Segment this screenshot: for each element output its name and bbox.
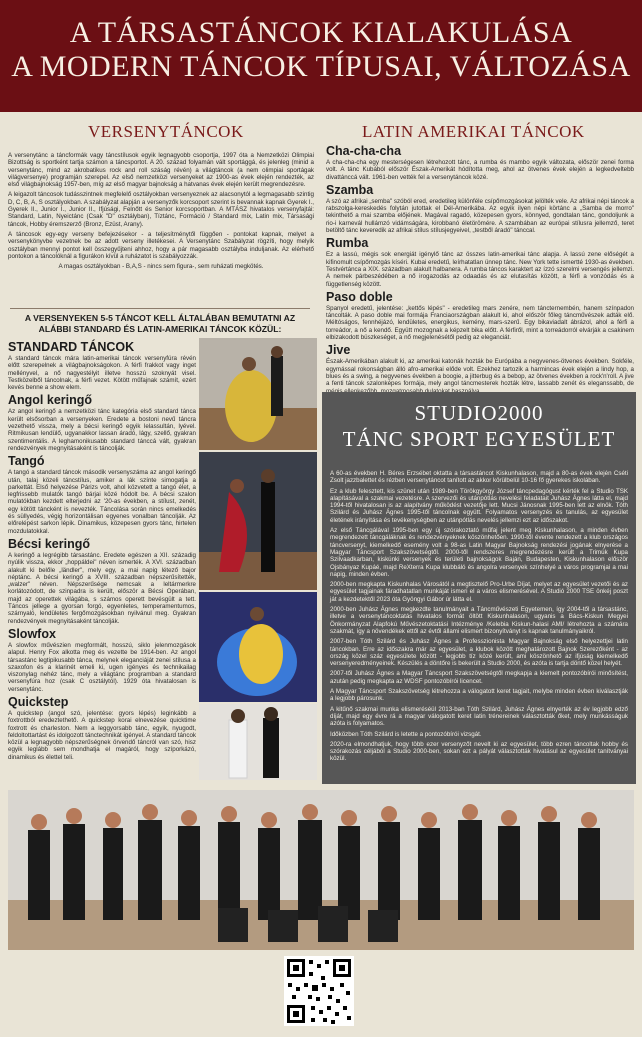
header-title-line-2: A MODERN TÁNCOK TÍPUSAI, VÁLTOZÁSA	[11, 50, 631, 83]
dance-text: A standard táncok mára latin-amerikai táncok versenyfúra révén előtt szerepelnek a világbajnokságokon. A férfi frakkot vagy inget mellényvel, a nő nagyestélyit illetve hosszú szoknyát visel. Testközelből táncolnak, a férfi vezet. Kötött műfajnak számít, ezért kevés benne a show elem.	[8, 355, 196, 392]
dance-text: A szó az afrikai „semba" szóból ered, eredetileg különféle csípőmozgásokat jelölték vele. Az afrikai népi táncok a rabszolga-kereskedés folytán jutottak el Dél-Amerikába. Az egyik ilyen népi körtánc a „Samba de morro" tekinthető a mai szamba előjének. Magával ragadó, közepesen gyors, könnyed, gondtalan tánc, gondoljunk a rio-i karnevál hullámzó vidámságára, kirobbanó életörömére. A szambában az európai stílusra jellemző, teret betöltő tánc keveredik az afrikai stílus stílusjegyeivel, „testből áradó" tánccal.	[326, 197, 634, 235]
dance-text: A cha-cha-cha egy mesterségesen létrehozott tánc, a rumba és mambo egyik változata, először zenei forma volt. A tánc Kubából először Észak-Amerikát hódította meg, ahol az ötvenes évek elején a legkedveltebb divattánccá vált. 1961-ben vették fel a versenytáncok közé.	[326, 159, 634, 181]
dance-text: A quickstep (angol szó, jelentése: gyors lépés) leginkább a foxtrottból eredeztethető. A quickstep korai elnevezése quicktime foxtrott és charleston. Nem a leggyorsabb tánc, egyik, nyugodt, feldoltottartást és idolgozott tánctechnikát igényel. A standard táncok közül a legnagyobb népszerűségnek örvendő táncról van szó, hisz egyik leglább sem mondhatja el magáról, hogy szíporkázó, dinamikus és élettel teli.	[8, 709, 196, 761]
studio-paragraph: A Magyar Táncsport Szakszövetség létrehozza a válogatott keret tagjait, melybe minden évben kiválasztják a legjobb párosunk.	[330, 688, 628, 703]
intro-paragraph: A magas osztályokban - B,A,S - nincs sem figura-, sem ruházati megkötés.	[58, 263, 264, 271]
studio-panel	[322, 392, 636, 784]
studio-subtitle: TÁNC SPORT EGYESÜLET	[342, 427, 616, 451]
dance-name-tango: Tangó	[8, 454, 45, 469]
dance-name-paso-doble: Paso doble	[326, 289, 393, 304]
dance-text: A tangó a standard táncok második versenyszáma az angol keringő után, talaj közeli táncstílus, amiker a lák színte simogatja a parkettát. Első helyezése Párizs volt, ahol közvetett a tangó élet, a legfrissebb mulatók tangó bárjai közé hódolt be. A bécsi szalon mulatókban kezdett elterjedni az '20-as években, a stílust, zenét, egy kötött táncként is nevezték. Táncolása során nincs emelkedés és süllyedés, végig horizontálisan egyenes vonalban táncolják. Az előrelépést sarkon lépik. Dinamikus, közepesen gyors tánc, hirtelen mozdulatokkal.	[8, 469, 196, 535]
studio-paragraph: A kitűnő szakmai munka elismeréséül 2013-ban Tóth Szilárd, Juhász Ágnes elnyerték az év legjobb edző díját, majd egy évre rá a magyar válogatott keret latin trénereinek választották őket, mely munkásságuk azóta is folyamatos.	[330, 705, 628, 728]
versenytancok-intro	[8, 152, 314, 304]
standard-dances-column	[8, 338, 196, 780]
dance-name-angol-kering: Angol keringő	[8, 393, 93, 408]
studio-paragraph: 2020-ra elmondhatjuk, hogy több ezer versenyzőt nevelt ki az egyesület, több ezren táncoltak hobby és szórakozás céljából a Studio 2000-ben, sokan ezt a pályát választották hivatásul az egyesület tanítványai közül.	[330, 740, 628, 763]
dance-name-jive: Jive	[326, 343, 351, 358]
header-title-line-1: A TÁRSASTÁNCOK KIALAKULÁSA	[69, 16, 573, 49]
studio-paragraph: Ez a klub felesztett, kis szünet után 1989-ben Törökgyörgy József táncpedagógust kérték fel a Studio TSK alapításával a szakmai vezetésre. A szervezői és utánpótlás nevelési feladatait Juhász Ágnes látta el, majd 1994-től hivatalosan is az alapítvány működést vezetője lett. Mucsi Jánosnak 1995-ben lett az elnök. Tóth Szilárd és Juhász Ágnes 1995-től táncolnak együtt. Folyamatos versenyzés és tanulás, az egyesület életének irányítása és tevékenységben az utánpótlás nevelés jellemzi ezt az időszakot.	[330, 487, 628, 524]
studio-paragraph: Az első Táncgálával 1995-ben egy új szórakoztató műfaj jelent meg Kiskunhalason, a minden évben megrendezett táncgáláknak és rendezvényeknek köszönhetően. 1990-től évente rendezett a klub országos táncversenyt, kiemelkedő esemény volt a 98-as Latin Magyar Bajnokság rendezési jogának elnyerése a Magyar Táncsport Szakszövetségtől. 2000-től rendszeres megrendezésre került a Trimúk Kupa Szilvaadkarban, kiskúnki versenyek és területi bajnokságok Baján, Budapesten, Kiskunhalason először Ojsbányaz Kupáé, majd ReXterra Kupa klubbáló és angolra versenyek színhelyé a város programjai a mai napig, minden évben.	[330, 527, 628, 578]
dances-lead	[10, 313, 310, 337]
studio-paragraph: 2000-ben Juhász Ágnes megkezdte tanulmányait a Táncművészeti Egyetemen, így 2004-től a társastánc, illetve a versenytáncoktatás hivatalos formát öltött Kiskunhalason, ugyanis a Bács-Kiskun Megyei Önkormányzat Alapfokú Művészetoktatási Intézménye /Kelebia Kiskun-halasi AMI/ létrehozta a számára szakmát, így a növendékek ettől az évtől állami elismert bizonyítványt is kapnak tanulmányaikról.	[330, 606, 628, 635]
dance-name-szamba: Szamba	[326, 182, 374, 197]
studio-paragraph: 2007-ben Tóth Szilárd és Juhász Ágnes a Professzionista Magyar Bajnokság első helyezettjei latin táncokban. Erre az időszakra már az egyesület, a klubok között meghatározott Bajnok Szerezőként - az ország közel száz egyesülete között - legjobb tíz közé került, ami köszönhető az ifjúság kiemelkedő versenyeredményeinek. Készülés a döntőre is bekerült a Studio 2000, és azóta is tartja döntő közel helyét.	[330, 638, 628, 668]
dance-name-slowfox: Slowfox	[8, 626, 56, 641]
latin-dances-column	[326, 142, 634, 386]
dance-text: Észak-Amerikában alakult ki, az amerikai katonák hozták be Európába a negyvenes-ötvenes években. Sokféle, egymással rokonságban álló afro-amerikai előde volt. Ezekhez tartozik a harmincas évek elején a lindy hop, a blues és a swing, a negyvenes években a boogie, a jitterbug és a bebop, az ötvenes években a rock'n'roll. A jive a fenti táncok szalonképes formája, mely angol táncmesterek hozták létre, lassabb zenét és eleganssabb, de	[326, 358, 634, 388]
dance-name-cha-cha-cha: Cha-cha-cha	[326, 144, 402, 158]
studio-title: STUDIO2000	[414, 401, 544, 425]
studio-text	[330, 470, 628, 776]
dance-photo	[199, 592, 317, 702]
dance-name-rumba: Rumba	[326, 236, 369, 251]
intro-paragraph: A versenytánc a táncformák vagy táncstílusok egyik legnagyobb csoportja, 1997 óta a Nemzetközi Olimpiai Bizottság is sportként tartja számon a táncsportot. A 20. század folyamán vált sportággá, és jelenleg (minid a versenytánc, mind az akrobatikus rock and roll száság révén) a világtáncok (a nem olimpiai sportágak világversenye) programján szerepel. Az első nemzetközi versenyeket az 1900-as évek elején rendezték, az első világbajnokság 1957-ben, míg az első magyar bajnokság a hatvanas évek elején került megrendezésre.	[8, 152, 314, 189]
page-header	[0, 0, 642, 112]
studio-paragraph: 2007-től Juhász Ágnes a Magyar Táncsport Szakszövetségtől megkapja a kiemelt pontozóbírói minősítést, azután pedig megkapta az WDSF pontozóbírói licencet.	[330, 670, 628, 685]
dance-name-quickstep: Quickstep	[8, 694, 69, 709]
dance-name-becsi-kering: Bécsi keringő	[8, 536, 90, 551]
versenytancok-title: VERSENYTÁNCOK	[88, 122, 244, 141]
qr-code[interactable]	[284, 956, 354, 1026]
dance-name-standard: STANDARD TÁNCOK	[8, 340, 135, 354]
dance-text: Az angol keringő a nemzetközi tánc kategória első standard tánca került elsősorban a versenyeken. Eredete a bostoni nevű táncra vezethető vissza, mely a bécsi keringő egyik lelassultán, lyével. Ritmikusan lendülő, ugyanakkor lassan áradó, lágy, szellő, gyakran szentimentális. A leghamonikusabb standard tánccá vált, gyakran rendezvények megnyitásaként is táncolják.	[8, 408, 196, 452]
intro-paragraph: A leigazolt táncosok tudásszintnek megfelelő osztályokban versenyeznek az alacsonytól a legmagasabb szintig D, C, B, A, S osztályokban. A szabályzat alapján a versenyzők korcsoport szerint is bevannak kapnak Gyerek I., Gyerek II., Junior I., Junior II., Ifjúsági, Felnőtt és Senior korcsoportban. A MTÁSZ hivatalos versenyfajtái: Standard, Latin, Nyeictánc (Csak "D" osztályban), Tíztánc, Formáció / Standard mix, Latin mix, Társasági táncok, Hobby éremszerző (Bronz, Ezüst, Arany).	[8, 191, 314, 228]
dance-photo	[199, 704, 317, 780]
divider	[10, 308, 310, 309]
dance-photo	[199, 338, 317, 450]
dance-text: A slowfox művészien megformált, hosszú, siklo jelenmozgások alapul. Henry Fox alkotta meg és vezette be 1914-ben. Az angol társastánc legtipikusabb tánca, melynek eleganciáját zenei stílusa a szaxofon és a klarinét emeli ki, ugen igényes és technikailag viszonylag nehéz tánc, mely a világtánc programban a standard versenyfúra hoz (csak C osztálytól). 1929 óta hivatalosan is versenytánc.	[8, 641, 196, 693]
dance-text: A keringő a legrégibb társastánc. Eredete egészen a XII. századig nyúlik vissza, ekkor „hoppáldei" néven ismerték. A XVI. században alakult ki belőle „ländler", mely egy, a mai napig létező bajor néptánc. A bécsi keringő a XVIII. században népszerűsítették, „walzer" néven. Népszerűsége nemcsak a leltármerkre korlátozódott, de szinpadra is került, először a Bécsi Operában, majd az operettek világába, s számos operett bevésgült a tett. Táncos jellege a gyorsan forgó, egyenletes, temperamentumos, szárnyaló, lendületes fergőmozgásokban nyilvánul meg. Gyakran rendezvények megnyitásaként táncolják.	[8, 551, 196, 625]
dance-text: Spanyol eredetű, jelentése: „kettős lépés" - eredetileg mars zenére, nem táncternembén, hanem színpadon táncolták. A paso doble mai formája Franciaországban alakult ki, ahol először főleg táncművészek adták elő. Méltóságos, fennhéjázó, lendületes, energikus, kemény, mars-szerű. Egy bikaviadalt ábrázol, ahol a férfi a torreádor, a nő a kendő. Együtt mozognak a képzelt bika előtt. A férfiről, mint a torreádorról elvárják a csakinem elbizakodott büszkeséget, a nő megjelenésétől pedig az eleganciát.	[326, 304, 634, 342]
studio-paragraph: Időközben Tóth Szilárd is letette a pontozóbírói vizsgát.	[330, 730, 482, 738]
studio-paragraph: 2000-ben megkapta Kiskunhalas Városától a megtisztelő Pro-Urbe Díjat, melyet az egyesület vezetői és az egyesület tagjainak fáradhatatlan munkáját ismeri el a város elismerésével. A Studió 2000 TSE önkéj poszt ját a kezdetektől 2023 óta Gyöngyi Gábor úr látta el.	[330, 581, 628, 603]
latin-title: LATIN AMERIKAI TÁNCOK	[362, 122, 585, 141]
studio-paragraph: A 60-as években H. Béres Erzsébet oktatta a társastáncot Kiskunhalason, majd a 80-as évek elején Cséti Zsolt jazzbalettet és rézben versenytáncot tanított az akkor körülbelül 10-16 fő gyerekes iskolában.	[330, 470, 628, 485]
dance-text: Ez a lassú, mégis sok energiát igénylő tánc az összes latin-amerikai tánc alapja. A lassú zene előségét a kifinomult csípőmozgás kíséri. Kubai eredetű, leírhatatlan ünnep tánc. New York tette ismertté 1930-as években. Testvértánca a XIX. században alakult halbanera. A rumba táncos karaktert az ízzó szerelmi versengés jellemzi. A nemek párbeszédében a nő irogazodás az odaadás és az elutasítás között, a férfi a vonzódás és a függetlenség között.	[326, 251, 634, 288]
dance-photo	[199, 452, 317, 590]
dances-lead-text: A VERSENYEKEN 5-5 TÁNCOT KELL ÁLTALÁBAN BEMUTATNI AZ ALÁBBI STANDARD ÉS LATIN-AMERIKAI TÁNCOK KÖZÜL:	[24, 313, 296, 334]
intro-paragraph: A táncosok egy-egy verseny befejezésekor - a teljesítménytől függően - pontokat kapnak, melyet a versenykönyvbe vezetnek be az adott verseny illetékesei. A Versenytánc Szabályzat rögzíti, hogy melyik osztályban mennyi pontot kell összegyűjteni ahhoz, hogy a pár magasabb osztályba induljanak. Az elérhető pontokon a táncolóknál a figurákon kívül a ruházatot is szabályozzák.	[8, 230, 314, 260]
group-photo	[8, 790, 634, 950]
